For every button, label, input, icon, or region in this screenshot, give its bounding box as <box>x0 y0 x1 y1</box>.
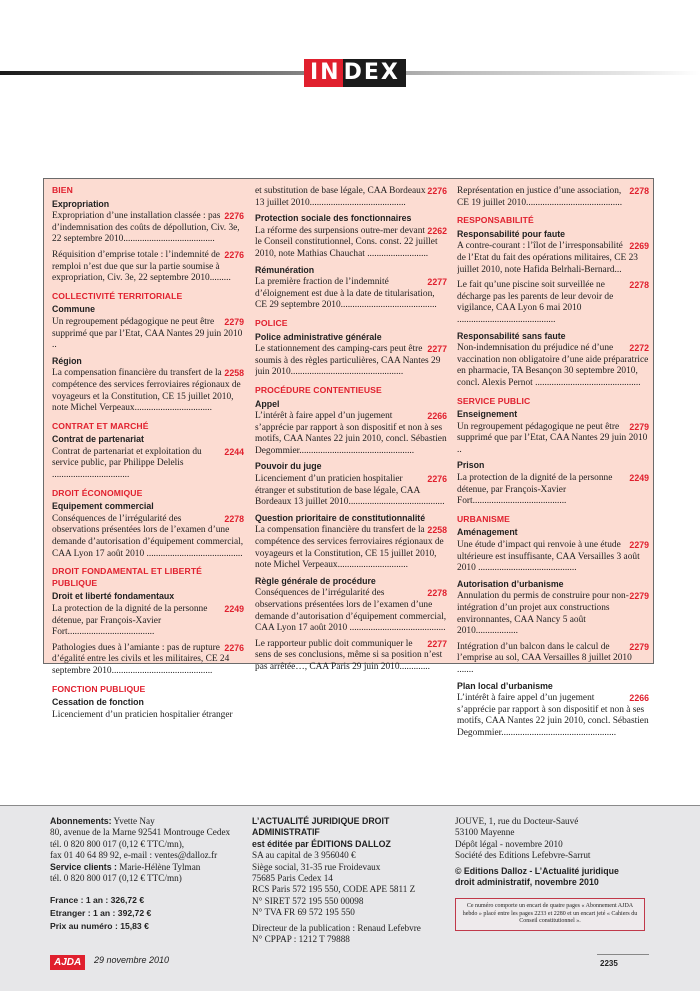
index-entry <box>255 226 447 261</box>
subscription-info <box>50 816 245 933</box>
index-category: SERVICE PUBLIC <box>457 395 531 406</box>
entry-text: La réforme des surpensions outre-mer devant le Conseil constitutionnel, Cons. const. 22 juillet 2010, note Mathias Chauchat .......................... <box>255 225 438 259</box>
entry-page-number[interactable]: 2279 <box>629 421 649 432</box>
entry-text: La compensation financière du transfert de la compétence des services ferroviaires régionaux de voyageurs et la Constitution, CE 15 juillet 2010, note Michel Verpeaux................................. <box>52 368 241 414</box>
index-title <box>304 59 406 87</box>
index-entry <box>255 639 447 674</box>
index-entry <box>255 277 447 312</box>
entry-text: Réquisition d’emprise totale : l’indemnité de remploi n’est due que sur la partie soumise à expropriation, Civ. 3e, 22 septembre 2010......... <box>52 249 231 284</box>
index-entry <box>457 280 649 326</box>
service-tel: tél. 0 820 800 017 (0,12 € TTC/mn) <box>50 873 182 884</box>
index-subcategory: Contrat de partenariat <box>52 434 144 445</box>
service-label: Service clients : <box>50 861 117 872</box>
entry-page-number[interactable]: 2278 <box>224 513 244 524</box>
index-subcategory: Responsabilité pour faute <box>457 228 566 239</box>
index-column-3 <box>457 185 649 744</box>
index-subcategory: Expropriation <box>52 198 110 209</box>
index-subcategory: Commune <box>52 304 96 315</box>
index-subcategory: Plan local d’urbanisme <box>457 680 553 691</box>
index-entry <box>457 241 649 276</box>
index-title-black: DEX <box>343 59 406 87</box>
entry-page-number[interactable]: 2266 <box>427 411 447 422</box>
index-subcategory: Protection sociale des fonctionnaires <box>255 213 412 224</box>
index-entry <box>457 422 649 457</box>
entry-text: La première fraction de l’indemnité d’éloignement est due à la date de titularisation, CE 29 septembre 2010......................................... <box>255 277 437 311</box>
index-category: CONTRAT ET MARCHÉ <box>52 420 149 431</box>
price-numero: Prix au numéro : 15,83 € <box>50 921 149 932</box>
index-entry <box>457 186 649 209</box>
publisher-info <box>252 816 447 945</box>
index-column-1 <box>52 185 244 725</box>
index-subcategory: Pouvoir du juge <box>255 461 322 472</box>
index-subcategory: Rémunération <box>255 264 315 275</box>
entry-text: Représentation en justice d’une association, CE 19 juillet 2010......................................... <box>457 186 623 208</box>
entry-text: L’intérêt à faire appel d’un jugement s’apprécie par rapport à son dispositif et non à ses motifs, CAA Nantes 22 juin 2010, concl. Sébastien Degommier................................................. <box>457 693 649 738</box>
entry-text: Licenciement d’un praticien hospitalier étranger <box>52 709 233 720</box>
index-subcategory: Droit et liberté fondamentaux <box>52 591 175 602</box>
abonnements-label: Abonnements: <box>50 816 112 826</box>
index-panel <box>43 178 654 738</box>
publisher-line: 75685 Paris Cedex 14 <box>252 873 333 884</box>
address-line: 80, avenue de la Marne 92541 Montrouge Cedex <box>50 827 231 838</box>
entry-text: et substitution de base légale, CAA Bordeaux 13 juillet 2010......................................... <box>255 186 426 208</box>
index-entry <box>457 693 649 739</box>
publisher-name: est éditée par ÉDITIONS DALLOZ <box>252 838 391 849</box>
index-entry <box>255 474 447 509</box>
index-title-red: IN <box>304 59 343 87</box>
entry-page-number[interactable]: 2278 <box>629 280 649 291</box>
index-subcategory: Question prioritaire de constitutionnalité <box>255 512 426 523</box>
entry-text: Le stationnement des camping-cars peut être soumis à des règles particulières, CAA Nantes 29 juin 2010................................................ <box>255 344 441 378</box>
index-subcategory: Règle générale de procédure <box>255 575 376 586</box>
publisher-line: Siège social, 31-35 rue Froidevaux <box>252 861 381 872</box>
index-subcategory: Enseignement <box>457 409 518 420</box>
entry-page-number[interactable]: 2279 <box>629 641 649 652</box>
index-subcategory: Autorisation d’urbanisme <box>457 578 564 589</box>
index-subcategory: Région <box>52 355 82 366</box>
entry-text: Un regroupement pédagogique ne peut être supprimé que par l’Etat, CAA Nantes 29 juin 2010 .. <box>52 316 243 351</box>
index-subcategory: Equipement commercial <box>52 501 154 512</box>
director-line: Directeur de la publication : Renaud Lefebvre <box>252 922 421 933</box>
publisher-line: RCS Paris 572 195 550, CODE APE 5811 Z <box>252 884 416 895</box>
ajda-logo: AJDA <box>50 955 85 970</box>
page-number-rule <box>597 954 649 955</box>
entry-text: Contrat de partenariat et exploitation du service public, par Philippe Delelis ................................. <box>52 446 202 481</box>
index-subcategory: Prison <box>457 460 485 471</box>
index-entry <box>457 642 649 677</box>
index-category: PROCÉDURE CONTENTIEUSE <box>255 384 382 395</box>
entry-text: Une étude d’impact qui renvoie à une étude ultérieure est insuffisante, CAA Versailles 3 août 2010 .......................................... <box>457 540 640 574</box>
printer-line: Société des Editions Lefebvre-Sarrut <box>455 850 591 861</box>
insert-notice: Ce numéro comporte un encart de quatre pages « Abonnement AJDA hebdo » placé entre les pages 2233 et 2280 et un encart jeté « Cahiers du Conseil constitutionnel ». <box>455 898 645 930</box>
entry-text: Un regroupement pédagogique ne peut être supprimé que par l’Etat, CAA Nantes 29 juin 2010 .. <box>457 421 648 455</box>
entry-page-number[interactable]: 2279 <box>629 591 649 602</box>
index-subcategory: Appel <box>255 398 280 409</box>
copyright-line: © Editions Dalloz - L’Actualité juridique <box>455 865 619 876</box>
entry-page-number[interactable]: 2276 <box>427 474 447 485</box>
entry-page-number[interactable]: 2249 <box>224 604 244 614</box>
index-entry <box>457 540 649 575</box>
entry-page-number[interactable]: 2276 <box>224 249 244 260</box>
price-france: France : 1 an : 326,72 € <box>50 895 145 906</box>
index-category: POLICE <box>255 317 288 328</box>
printer-line: JOUVE, 1, rue du Docteur-Sauvé <box>455 816 579 826</box>
entry-page-number[interactable]: 2279 <box>629 540 649 551</box>
index-category: COLLECTIVITÉ TERRITORIALE <box>52 290 183 301</box>
copyright-line: droit administratif, novembre 2010 <box>455 877 599 888</box>
index-subcategory: Aménagement <box>457 527 518 538</box>
index-entry <box>52 604 244 639</box>
entry-text: La protection de la dignité de la personne détenue, par François-Xavier Fort..................................... <box>52 604 208 638</box>
index-entry <box>52 250 244 285</box>
index-entry <box>255 344 447 379</box>
index-subcategory: Police administrative générale <box>255 331 382 342</box>
entry-text: A contre-courant : l’îlot de l’irresponsabilité de l’Etat du fait des opérations militaires, CE 23 juillet 2010, note Hafida Belrhali-Bernard... <box>457 241 638 275</box>
index-entry <box>52 447 244 482</box>
publisher-line: N° SIRET 572 195 550 00098 <box>252 895 364 906</box>
printer-line: 53100 Mayenne <box>455 827 515 838</box>
entry-text: Conséquences de l’irrégularité des observations présentées lors de l’examen d’une demande d’autorisation d’équipement commercial, CAA Lyon 17 août 2010 ......................................... <box>255 588 447 634</box>
entry-page-number[interactable]: 2277 <box>427 344 447 355</box>
entry-page-number[interactable]: 2266 <box>629 693 649 704</box>
entry-page-number[interactable]: 2279 <box>224 316 244 327</box>
entry-text: Conséquences de l’irrégularité des observations présentées lors de l’examen d’une demande d’autorisation d’équipement commercial, CAA Lyon 17 août 2010 ......................................... <box>52 513 244 559</box>
entry-text: Intégration d’un balcon dans le calcul de l’emprise au sol, CAA Versailles 8 juillet 2010 ....... <box>457 641 632 675</box>
entry-text: La protection de la dignité de la personne détenue, par François-Xavier Fort........................................ <box>457 473 613 507</box>
entry-text: Le fait qu’une piscine soit surveillée ne décharge pas les parents de leur devoir de vigilance, CAA Lyon 6 mai 2010 .......................................... <box>457 280 614 325</box>
index-subcategory: Cessation de fonction <box>52 697 144 708</box>
printer-info <box>455 816 665 931</box>
entry-page-number[interactable]: 2269 <box>629 241 649 252</box>
index-entry <box>52 643 244 678</box>
entry-page-number[interactable]: 2258 <box>224 368 244 379</box>
entry-text: Pathologies dues à l’amiante : pas de rupture d’égalité entre les civils et les militaires, CE 24 septembre 2010........................................... <box>52 642 230 676</box>
index-category: FONCTION PUBLIQUE <box>52 683 146 694</box>
index-category: DROIT ÉCONOMIQUE <box>52 487 143 498</box>
index-category: RESPONSABILITÉ <box>457 215 534 226</box>
index-entry <box>52 211 244 246</box>
entry-text: Non-indemnisation du préjudice né d’une vaccination non obligatoire d’une aide préparatrice en pharmacie, TA Besançon 30 septembre 2010, concl. Alexis Pernot ............................................. <box>457 343 649 388</box>
publisher-line: N° TVA FR 69 572 195 550 <box>252 907 355 918</box>
index-entry <box>457 473 649 508</box>
entry-page-number[interactable]: 2277 <box>427 638 447 649</box>
index-entry <box>457 343 649 389</box>
price-etranger: Etranger : 1 an : 392,72 € <box>50 908 152 919</box>
index-entry <box>52 368 244 414</box>
entry-page-number[interactable]: 2278 <box>427 588 447 599</box>
index-entry <box>255 588 447 634</box>
index-entry <box>52 710 244 722</box>
index-column-2 <box>255 185 447 678</box>
service-value: Marie-Hélène Tylman <box>117 861 201 872</box>
entry-page-number[interactable]: 2258 <box>427 525 447 536</box>
index-entry <box>255 186 447 209</box>
entry-page-number[interactable]: 2276 <box>427 186 447 196</box>
index-entry <box>52 514 244 560</box>
entry-page-number[interactable]: 2249 <box>629 473 649 484</box>
issue-date: 29 novembre 2010 <box>94 955 170 965</box>
publisher-line: SA au capital de 3 956040 € <box>252 850 356 861</box>
entry-text: Licenciement d’un praticien hospitalier étranger et substitution de base légale, CAA Bordeaux 13 juillet 2010......................................... <box>255 474 445 508</box>
index-entry <box>255 525 447 571</box>
entry-page-number[interactable]: 2278 <box>629 186 649 196</box>
index-subcategory: Responsabilité sans faute <box>457 330 566 341</box>
phone-line: tél. 0 820 800 017 (0,12 € TTC/mn), <box>50 838 185 849</box>
index-entry <box>457 591 649 637</box>
printer-line: Dépôt légal - novembre 2010 <box>455 838 563 849</box>
entry-page-number[interactable]: 2262 <box>427 225 447 236</box>
entry-page-number[interactable]: 2276 <box>224 642 244 653</box>
index-category: URBANISME <box>457 513 510 524</box>
cppap-line: N° CPPAP : 1212 T 79888 <box>252 934 350 945</box>
index-entry <box>255 411 447 457</box>
entry-text: Annulation du permis de construire pour non-intégration d’un projet aux constructions environnantes, CAA Nancy 5 août 2010.................. <box>457 591 629 637</box>
fax-email-line: fax 01 40 64 89 92, e-mail : ventes@dalloz.fr <box>50 850 218 861</box>
entry-page-number[interactable]: 2244 <box>224 446 244 457</box>
entry-page-number[interactable]: 2277 <box>427 277 447 288</box>
entry-text: La compensation financière du transfert de la compétence des services ferroviaires régionaux de voyageurs et la Constitution, CE 15 juillet 2010, note Michel Verpeaux.............................. <box>255 525 444 571</box>
index-entry <box>52 317 244 352</box>
entry-page-number[interactable]: 2276 <box>224 211 244 222</box>
entry-text: Le rapporteur public doit communiquer le sens de ses conclusions, même si sa position n’est pas arrêtée…, CAA Paris 29 juin 2010............. <box>255 638 443 672</box>
index-category: DROIT FONDAMENTAL ET LIBERTÉ PUBLIQUE <box>52 566 203 588</box>
page-number: 2235 <box>600 959 618 968</box>
entry-text: Expropriation d’une installation classée : pas d’indemnisation des coûts de dépollution, Civ. 3e, 22 septembre 2010....................................... <box>52 211 240 245</box>
entry-text: L’intérêt à faire appel d’un jugement s’apprécie par rapport à son dispositif et non à ses motifs, CAA Nantes 22 juin 2010, concl. Sébastien Degommier................................................. <box>255 411 447 456</box>
publication-title: L’ACTUALITÉ JURIDIQUE DROIT ADMINISTRATIF <box>252 816 390 838</box>
index-category: BIEN <box>52 185 73 195</box>
entry-page-number[interactable]: 2272 <box>629 343 649 354</box>
abonnements-value: Yvette Nay <box>111 816 155 826</box>
